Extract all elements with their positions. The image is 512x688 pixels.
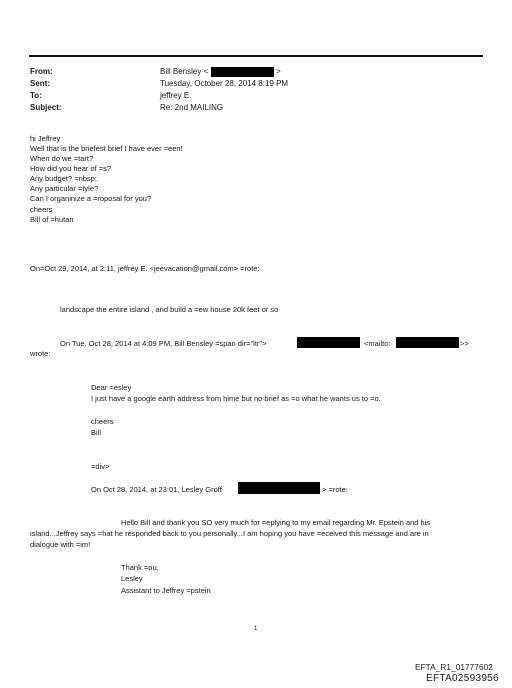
reply3-header: On Oct 28, 2014, at 23:01, Lesley Groff xyxy=(91,485,222,494)
reply2-line: Dear =esley xyxy=(91,383,132,392)
body-line: Well that is the briefest brief I have ever =een! xyxy=(30,144,183,153)
reply1-header: On=Oct 29, 2014, at 2:11, jeffrey E. <jeevacation@gmail.com> =rote: xyxy=(30,264,260,273)
reply2-sign: Bill xyxy=(91,428,102,437)
body-line: Can I organinize a =roposal for you? xyxy=(30,194,152,203)
reply1-body: landscape the entire island , and build a =ew house 20k feet or so xyxy=(60,305,279,314)
reply3-sign: Thank =ou, xyxy=(121,563,159,572)
body-line: How did you hear of =s? xyxy=(30,164,112,173)
header-divider xyxy=(29,55,483,57)
redaction-email-1 xyxy=(297,337,360,348)
body-line: When do we =tart? xyxy=(30,154,94,163)
reply3-sign: Assistant to Jeffrey =pstein xyxy=(121,586,211,595)
reply3-para-line: dialogue with =im! xyxy=(30,540,91,549)
reply3-sign: Lesley xyxy=(121,574,143,583)
reply3-para-line: island...Jeffrey says =hat he responded back to you personally...I am hoping you have =eceived this message and are in xyxy=(30,529,429,538)
redaction-from-email xyxy=(211,67,274,77)
sent-value: Tuesday, October 28, 2014 8:19 PM xyxy=(160,79,289,88)
reply3-para-line: Hello Bill and thank you SO very much for =eplying to my email regarding Mr. Epstein and his xyxy=(121,518,431,527)
reply2-header: On Tue, Oct 28, 2014 at 4:09 PM, Bill Bensley =span dir="ltr"> xyxy=(60,339,267,348)
from-value-suffix: > xyxy=(276,67,281,76)
reply2-mailto: <mailto: xyxy=(364,339,391,348)
redaction-email-3 xyxy=(238,482,320,494)
redaction-email-2 xyxy=(396,337,459,348)
reply2-line: I just have a google earth address from hime but no brief as =o what he wants us to =o. xyxy=(91,394,381,403)
page-number: 1 xyxy=(254,626,258,632)
body-line: hi Jeffrey xyxy=(30,134,61,143)
from-value-prefix: Bill Bensley < xyxy=(160,67,209,76)
footer-id-1: EFTA_R1_01777602 xyxy=(415,663,493,672)
div-tag: =div> xyxy=(91,462,110,471)
body-line: cheers xyxy=(30,205,53,214)
reply3-header-suffix: > =rote: xyxy=(322,485,348,494)
subject-label: Subject: xyxy=(30,103,62,112)
sent-label: Sent: xyxy=(30,79,50,88)
subject-value: Re: 2nd MAILING xyxy=(160,103,224,112)
body-line: Any particular =tyle? xyxy=(30,184,99,193)
body-line: Any budget? =nbsp; xyxy=(30,174,97,183)
to-value: jeffrey E. xyxy=(160,91,192,100)
to-label: To: xyxy=(30,91,42,100)
reply2-wrote: wrote: xyxy=(30,349,51,358)
reply2-suffix: >> xyxy=(460,339,469,348)
from-label: From: xyxy=(30,67,53,76)
body-line: Bill of =hutan xyxy=(30,215,74,224)
reply2-sign: cheers xyxy=(91,417,114,426)
footer-id-2: EFTA02593956 xyxy=(426,673,499,684)
